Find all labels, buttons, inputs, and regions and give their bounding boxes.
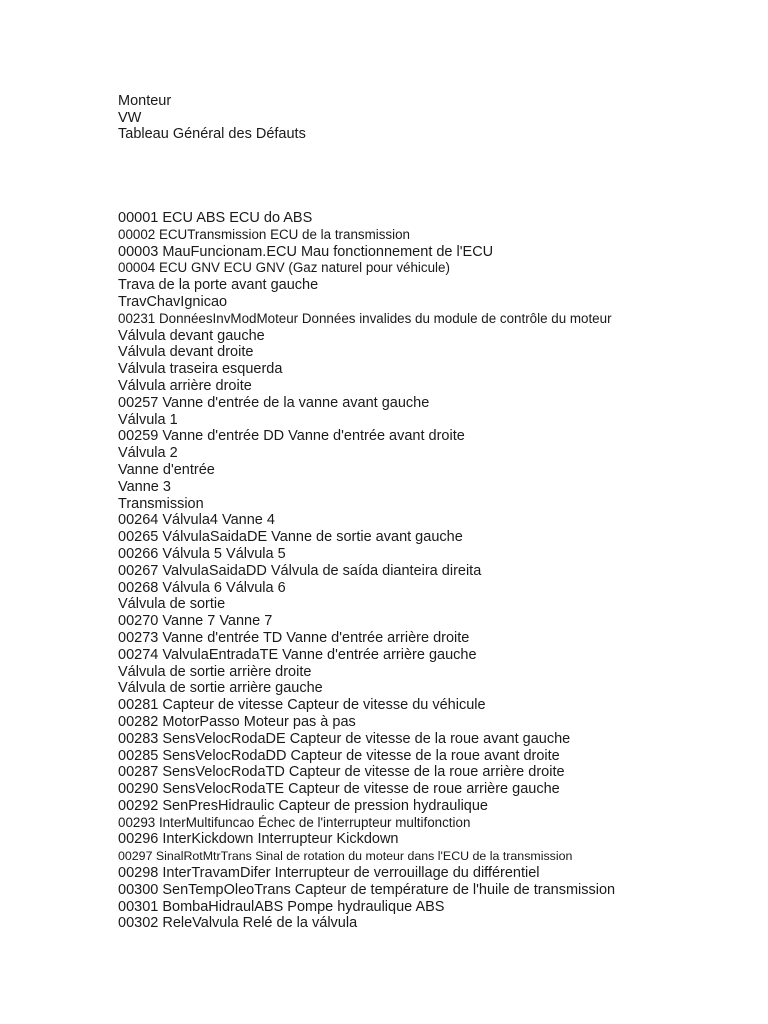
list-item: 00282 MotorPasso Moteur pas à pas xyxy=(118,713,356,730)
author-line: Monteur xyxy=(118,93,172,109)
list-item: Válvula devant gauche xyxy=(118,327,265,344)
list-item: 00302 ReleValvula Relé de la válvula xyxy=(118,915,358,932)
list-item: 00290 SensVelocRodaTE Capteur de vitesse de roue arrière gauche xyxy=(118,781,560,798)
list-item: 00267 ValvulaSaidaDD Válvula de saída dianteira direita xyxy=(118,562,482,579)
list-item: 00231 DonnéesInvModMoteur Données invalides du module de contrôle du moteur xyxy=(118,310,612,326)
list-item: Válvula de sortie xyxy=(118,596,226,613)
list-item: 00003 MauFuncionam.ECU Mau fonctionnement de l'ECU xyxy=(118,243,494,260)
list-item: 00292 SenPresHidraulic Capteur de pression hydraulique xyxy=(118,797,488,814)
list-item: Válvula arrière droite xyxy=(118,377,252,394)
list-item: Válvula 2 xyxy=(118,445,178,462)
list-item: Válvula traseira esquerda xyxy=(118,361,283,378)
brand-line: VW xyxy=(118,109,142,126)
list-item: 00266 Válvula 5 Válvula 5 xyxy=(118,545,286,562)
list-item: 00265 VálvulaSaidaDE Vanne de sortie avant gauche xyxy=(118,529,463,546)
list-item: 00301 BombaHidraulABS Pompe hydraulique ABS xyxy=(118,898,445,915)
list-item: Válvula de sortie arrière gauche xyxy=(118,680,323,697)
list-item: 00264 Válvula4 Vanne 4 xyxy=(118,512,275,529)
list-item: Trava de la porte avant gauche xyxy=(118,277,319,294)
list-item: TravChavIgnicao xyxy=(118,293,228,310)
list-item: Válvula devant droite xyxy=(118,344,254,361)
list-item: 00300 SenTempOleoTrans Capteur de température de l'huile de transmission xyxy=(118,881,616,898)
document-header xyxy=(118,93,758,143)
list-item: Vanne 3 xyxy=(118,478,171,495)
list-item: 00002 ECUTransmission ECU de la transmission xyxy=(118,226,410,242)
list-item: 00270 Vanne 7 Vanne 7 xyxy=(118,613,273,630)
list-item: 00273 Vanne d'entrée TD Vanne d'entrée arrière droite xyxy=(118,629,470,646)
list-item: 00293 InterMultifuncao Échec de l'interrupteur multifonction xyxy=(118,814,471,830)
list-item: 00297 SinalRotMtrTrans Sinal de rotation du moteur dans l'ECU de la transmission xyxy=(118,849,573,864)
list-item: 00281 Capteur de vitesse Capteur de vitesse du véhicule xyxy=(118,697,486,714)
fault-code-list xyxy=(118,210,758,932)
list-item: 00259 Vanne d'entrée DD Vanne d'entrée avant droite xyxy=(118,428,465,445)
list-item: 00285 SensVelocRodaDD Capteur de vitesse de la roue avant droite xyxy=(118,747,560,764)
list-item: 00268 Válvula 6 Válvula 6 xyxy=(118,579,286,596)
list-item: Válvula 1 xyxy=(118,411,178,428)
list-item: 00004 ECU GNV ECU GNV (Gaz naturel pour véhicule) xyxy=(118,260,450,276)
list-item: 00001 ECU ABS ECU do ABS xyxy=(118,210,313,226)
list-item: Vanne d'entrée xyxy=(118,461,215,478)
list-item: Válvula de sortie arrière droite xyxy=(118,663,312,680)
list-item: 00298 InterTravamDifer Interrupteur de verrouillage du différentiel xyxy=(118,865,540,882)
list-item: 00287 SensVelocRodaTD Capteur de vitesse de la roue arrière droite xyxy=(118,764,565,781)
list-item: 00274 ValvulaEntradaTE Vanne d'entrée arrière gauche xyxy=(118,646,477,663)
list-item: Transmission xyxy=(118,495,204,512)
list-item: 00257 Vanne d'entrée de la vanne avant gauche xyxy=(118,394,430,411)
list-item: 00296 InterKickdown Interrupteur Kickdown xyxy=(118,831,399,848)
list-item: 00283 SensVelocRodaDE Capteur de vitesse de la roue avant gauche xyxy=(118,730,571,747)
document-title: Tableau Général des Défauts xyxy=(118,126,306,143)
